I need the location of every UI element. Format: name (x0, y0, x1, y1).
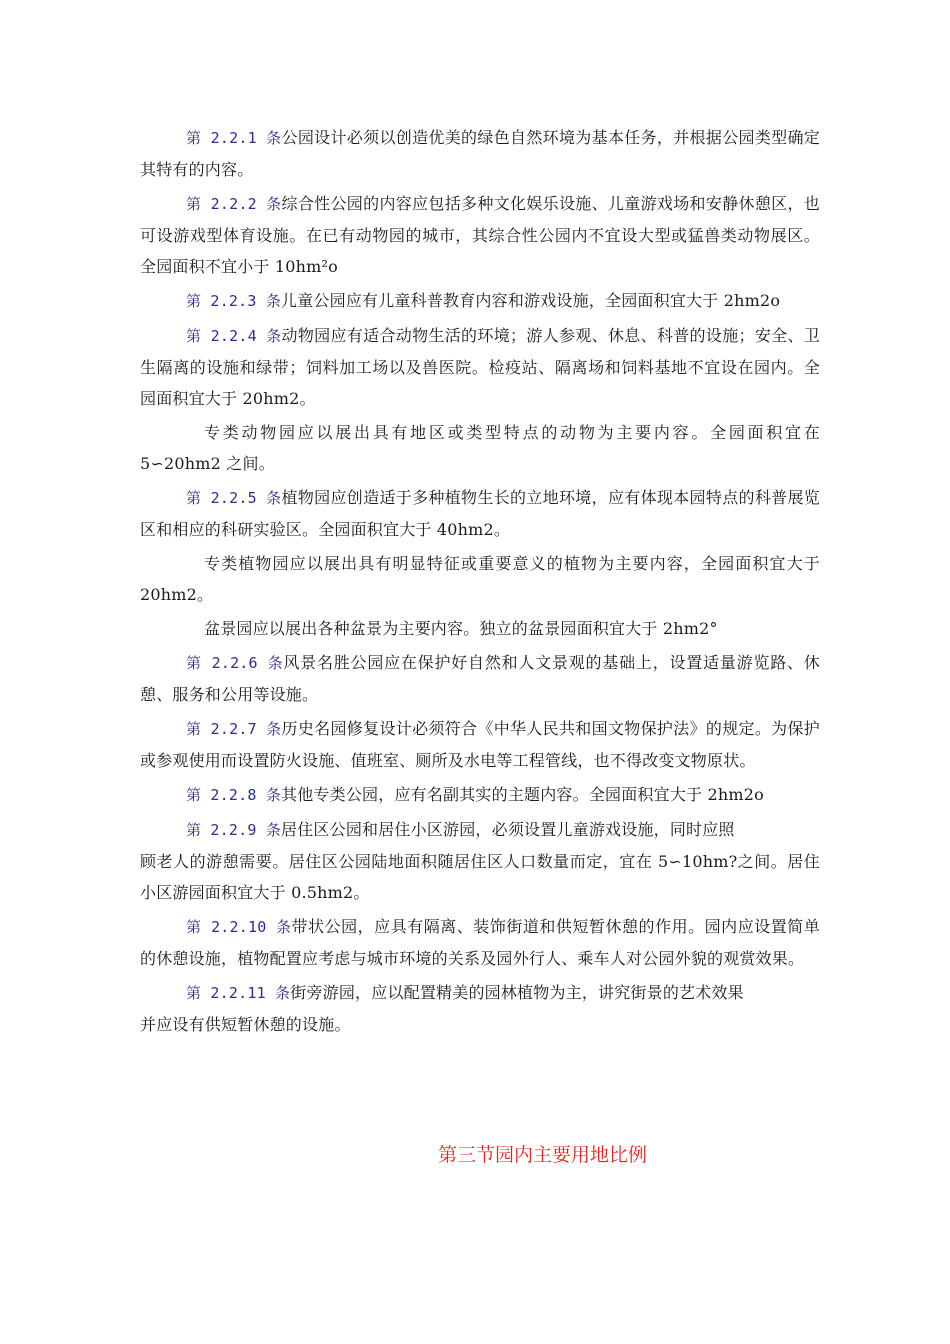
paragraph-2-2-9 (140, 814, 820, 846)
clause-number: 第 2.2.11 条 (186, 984, 291, 1002)
clause-number: 第 2.2.1 条 (186, 129, 282, 147)
paragraph-text: 动物园应有适合动物生活的环境；游人参观、休息、科普的设施；安全、卫生隔离的设施和绿带；饲料加工场以及兽医院。检疫站、隔离场和饲料基地不宜设在园内。全园面积宜大于 20hm2。 (140, 326, 821, 408)
paragraph-text: 公园设计必须以创造优美的绿色自然环境为基本任务，并根据公园类型确定其特有的内容。 (140, 128, 821, 179)
paragraph-2-2-11-continued (140, 1009, 820, 1040)
paragraph-text: 专类动物园应以展出具有地区或类型特点的动物为主要内容。全园面积宜在 5∽20hm2 之间。 (140, 423, 820, 473)
clause-number: 第 2.2.4 条 (186, 327, 282, 345)
clause-number: 第 2.2.5 条 (186, 489, 282, 507)
paragraph-text: 带状公园，应具有隔离、装饰街道和供短暂休憩的作用。园内应设置简单的休憩设施，植物配置应考虑与城市环境的关系及园外行人、乘车人对公园外貌的观赏效果。 (140, 917, 820, 968)
clause-number: 第 2.2.9 条 (186, 821, 282, 839)
paragraph-2-2-10 (140, 911, 820, 974)
document-body (140, 122, 820, 1043)
paragraph-text: 并应设有供短暂休憩的设施。 (140, 1015, 351, 1034)
clause-number: 第 2.2.8 条 (186, 786, 282, 804)
paragraph-bonsai-garden (140, 613, 820, 644)
paragraph-text: 儿童公园应有儿童科普教育内容和游戏设施，全园面积宜大于 2hm2o (281, 291, 781, 310)
paragraph-2-2-11 (140, 977, 820, 1009)
paragraph-text: 植物园应创造适于多种植物生长的立地环境，应有体现本园特点的科普展览区和相应的科研实验区。全园面积宜大于 40hm2。 (140, 488, 821, 539)
paragraph-text: 居住区公园和居住小区游园，必须设置儿童游戏设施，同时应照 (281, 820, 735, 839)
paragraph-2-2-6 (140, 647, 820, 710)
paragraph-2-2-7 (140, 713, 820, 776)
paragraph-2-2-8 (140, 779, 820, 811)
paragraph-text: 其他专类公园，应有名副其实的主题内容。全园面积宜大于 2hm2o (281, 785, 764, 804)
paragraph-2-2-1 (140, 122, 820, 185)
paragraph-specialized-zoo (140, 417, 820, 479)
section-title: 第三节园内主要用地比例 (437, 1144, 647, 1166)
clause-number: 第 2.2.10 条 (186, 918, 292, 936)
paragraph-text: 综合性公园的内容应包括多种文化娱乐设施、儿童游戏场和安静休憩区，也可设游戏型体育设施。在已有动物园的城市，其综合性公园内不宜设大型或猛兽类动物展区。全园面积不宜小于 10hm²o (140, 194, 821, 276)
clause-number: 第 2.2.3 条 (186, 292, 282, 310)
paragraph-2-2-4 (140, 320, 820, 414)
paragraph-text: 专类植物园应以展出具有明显特征或重要意义的植物为主要内容，全园面积宜大于 20hm2。 (140, 554, 820, 604)
clause-number: 第 2.2.7 条 (186, 720, 282, 738)
paragraph-text: 风景名胜公园应在保护好自然和人文景观的基础上，设置适量游览路、休憩、服务和公用等设施。 (140, 653, 821, 704)
paragraph-text: 街旁游园，应以配置精美的园林植物为主，讲究街景的艺术效果 (290, 983, 744, 1002)
paragraph-2-2-5 (140, 482, 820, 545)
clause-number: 第 2.2.2 条 (186, 195, 282, 213)
paragraph-2-2-9-continued (140, 846, 820, 908)
paragraph-text: 盆景园应以展出各种盆景为主要内容。独立的盆景园面积宜大于 2hm2° (204, 619, 718, 638)
paragraph-text: 顾老人的游憩需要。居住区公园陆地面积随居住区人口数量而定，宜在 5∽10hm?之间。居住小区游园面积宜大于 0.5hm2。 (140, 852, 820, 902)
clause-number: 第 2.2.6 条 (186, 654, 284, 672)
paragraph-specialized-botanical (140, 548, 820, 610)
paragraph-text: 历史名园修复设计必须符合《中华人民共和国文物保护法》的规定。为保护或参观使用而设置防火设施、值班室、厕所及水电等工程管线，也不得改变文物原状。 (140, 719, 821, 770)
paragraph-2-2-2 (140, 188, 820, 282)
paragraph-2-2-3 (140, 285, 820, 317)
